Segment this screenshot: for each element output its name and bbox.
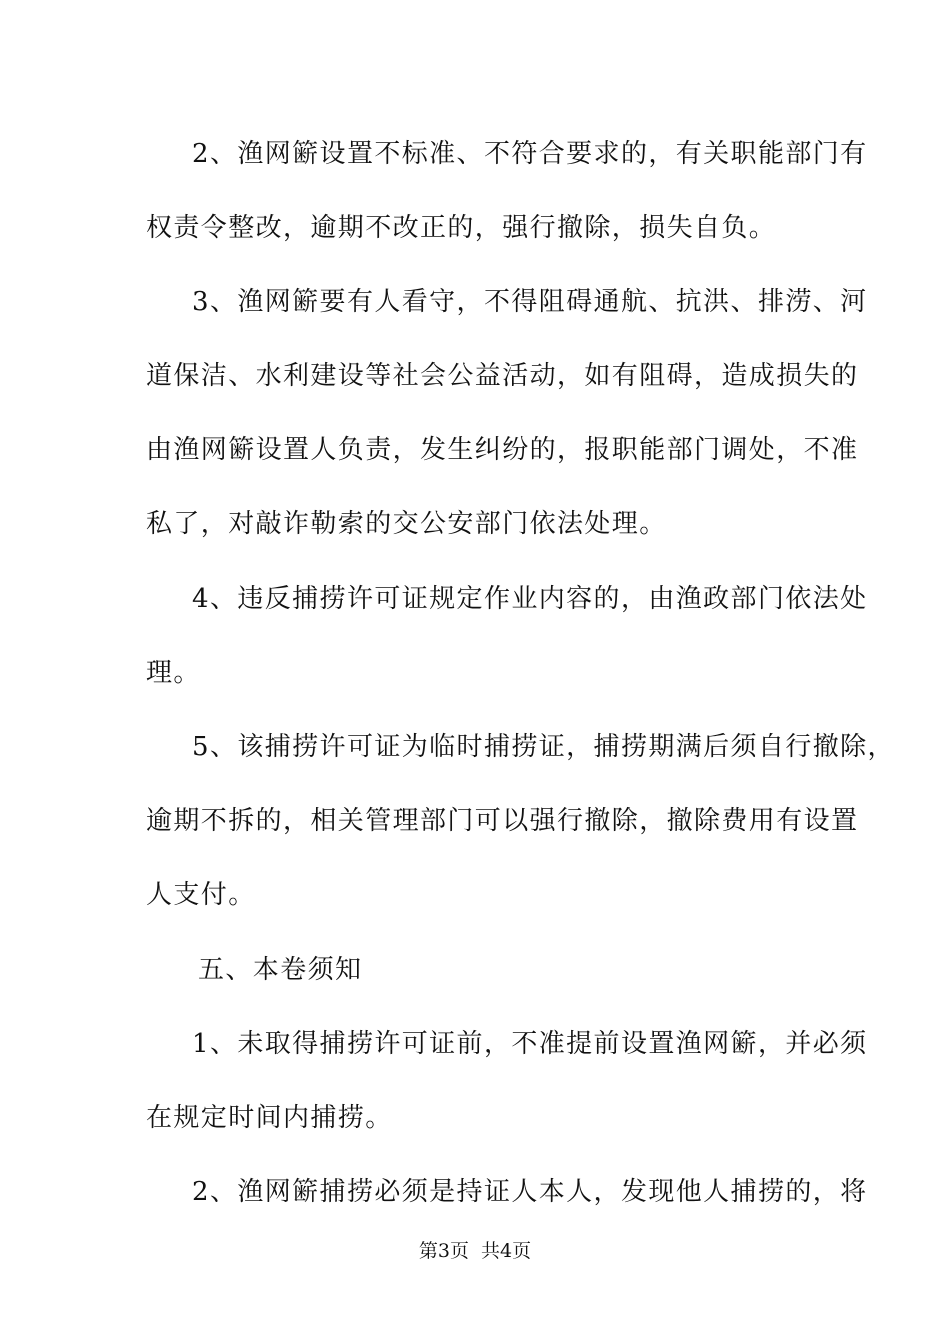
body-line-4: 道保洁、水利建设等社会公益活动，如有阻碍，造成损失的	[146, 361, 859, 391]
body-line-3: 3、渔网簖要有人看守，不得阻碍通航、抗洪、排涝、河	[192, 287, 868, 317]
body-line-12: 1、未取得捕捞许可证前，不准提前设置渔网簖，并必须	[192, 1029, 868, 1059]
section-heading: 五、本卷须知	[198, 955, 363, 985]
page-total: 共4页	[481, 1240, 532, 1262]
body-line-10: 逾期不拆的，相关管理部门可以强行撤除，撤除费用有设置	[146, 806, 859, 836]
body-line-14: 2、渔网簖捕捞必须是持证人本人，发现他人捕捞的，将	[192, 1177, 868, 1207]
body-line-6: 私了，对敲诈勒索的交公安部门依法处理。	[146, 509, 667, 539]
body-line-5: 由渔网簖设置人负责，发生纠纷的，报职能部门调处，不准	[146, 435, 859, 465]
body-line-2: 权责令整改，逾期不改正的，强行撤除，损失自负。	[146, 213, 777, 243]
body-line-1: 2、渔网簖设置不标准、不符合要求的，有关职能部门有	[192, 139, 868, 169]
body-line-7: 4、违反捕捞许可证规定作业内容的，由渔政部门依法处	[192, 584, 868, 614]
page-footer	[0, 1239, 950, 1263]
body-line-11: 人支付。	[146, 880, 256, 910]
body-line-9: 5、该捕捞许可证为临时捕捞证，捕捞期满后须自行撤除，	[192, 732, 895, 762]
body-line-13: 在规定时间内捕捞。	[146, 1103, 393, 1133]
page-number: 第3页	[418, 1240, 469, 1262]
body-line-8: 理。	[146, 658, 201, 688]
